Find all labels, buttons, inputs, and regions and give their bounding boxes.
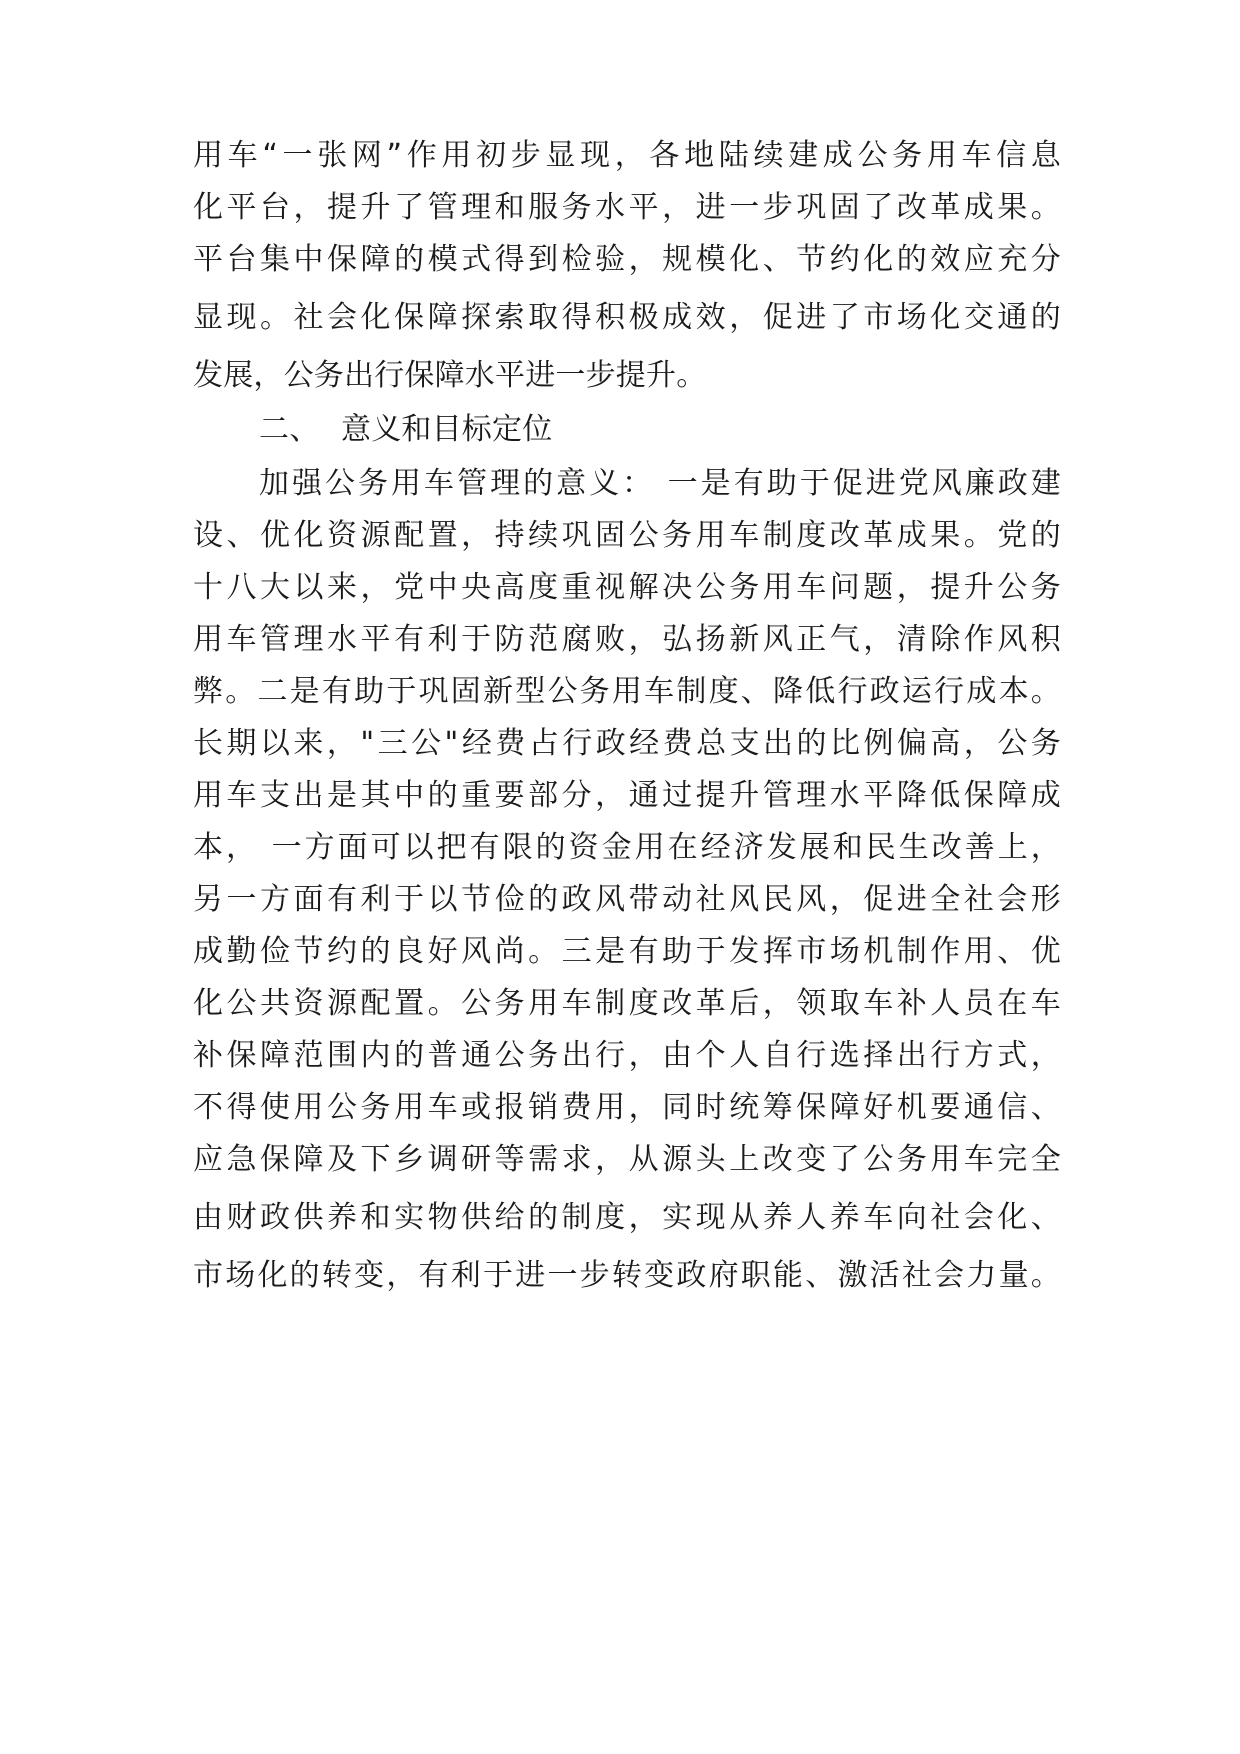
text-line: 设、优化资源配置，持续巩固公务用车制度改革成果。党的 bbox=[193, 518, 1061, 553]
paragraph-1 bbox=[193, 130, 1061, 402]
text-line: 长期以来，"三公"经费占行政经费总支出的比例偏高，公务 bbox=[193, 726, 1061, 761]
text-line: 本， 一方面可以把有限的资金用在经济发展和民生改善上， bbox=[193, 830, 1061, 865]
text-line: 化平台，提升了管理和服务水平，进一步巩固了改革成果。 bbox=[193, 190, 1061, 225]
text-line: 另一方面有利于以节俭的政风带动社风民风，促进全社会形 bbox=[193, 882, 1061, 917]
text-line: 发展，公务出行保障水平进一步提升。 bbox=[193, 358, 707, 393]
text-line: 显现。社会化保障探索取得积极成效，促进了市场化交通的 bbox=[193, 300, 1061, 335]
section-title: 意义和目标定位 bbox=[341, 412, 553, 447]
text-line: 用车支出是其中的重要部分，通过提升管理水平降低保障成 bbox=[193, 778, 1061, 813]
paragraph-2 bbox=[193, 458, 1061, 1302]
text-line: 弊。二是有助于巩固新型公务用车制度、降低行政运行成本。 bbox=[193, 674, 1061, 709]
text-line: 应急保障及下乡调研等需求，从源头上改变了公务用车完全 bbox=[193, 1142, 1061, 1177]
section-number: 二、 bbox=[259, 412, 320, 447]
text-line: 十八大以来，党中央高度重视解决公务用车问题，提升公务 bbox=[193, 570, 1061, 605]
text-line: 平台集中保障的模式得到检验，规模化、节约化的效应充分 bbox=[193, 242, 1061, 277]
text-line: 市场化的转变，有利于进一步转变政府职能、激活社会力量。 bbox=[193, 1258, 1061, 1293]
text-line: 化公共资源配置。公务用车制度改革后，领取车补人员在车 bbox=[193, 986, 1061, 1021]
text-line: 由财政供养和实物供给的制度，实现从养人养车向社会化、 bbox=[193, 1200, 1061, 1235]
text-line: 用车“一张网”作用初步显现，各地陆续建成公务用车信息 bbox=[193, 138, 1061, 173]
section-heading bbox=[193, 402, 1061, 458]
text-line: 用车管理水平有利于防范腐败，弘扬新风正气，清除作风积 bbox=[193, 622, 1061, 657]
text-line: 加强公务用车管理的意义： 一是有助于促进党风廉政建 bbox=[259, 466, 1061, 501]
text-line: 成勤俭节约的良好风尚。三是有助于发挥市场机制作用、优 bbox=[193, 934, 1061, 969]
text-line: 补保障范围内的普通公务出行，由个人自行选择出行方式， bbox=[193, 1038, 1061, 1073]
text-line: 不得使用公务用车或报销费用，同时统筹保障好机要通信、 bbox=[193, 1090, 1061, 1125]
document-body bbox=[193, 130, 1061, 1302]
